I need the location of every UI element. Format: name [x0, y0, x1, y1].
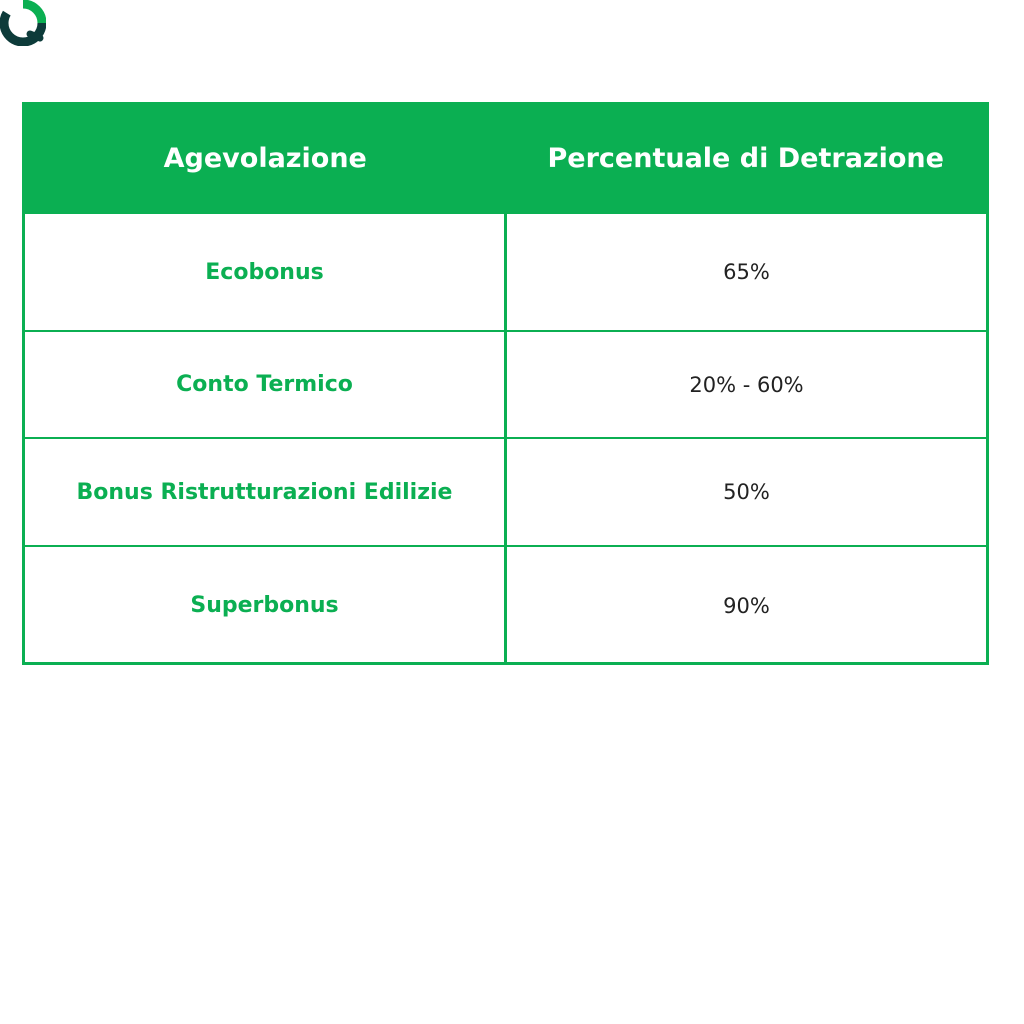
cell-percentuale: 65%	[506, 213, 987, 331]
cell-agevolazione: Bonus Ristrutturazioni Edilizie	[25, 438, 506, 546]
cell-percentuale: 50%	[506, 438, 987, 546]
cell-percentuale: 90%	[506, 546, 987, 664]
cell-percentuale: 20% - 60%	[506, 331, 987, 438]
brand-logo-icon	[0, 0, 46, 46]
table-row	[25, 213, 986, 331]
table-row	[25, 331, 986, 438]
table-row	[25, 438, 986, 546]
table-row	[25, 546, 986, 664]
cell-agevolazione: Ecobonus	[25, 213, 506, 331]
header-agevolazione: Agevolazione	[25, 105, 506, 213]
cell-agevolazione: Superbonus	[25, 546, 506, 664]
deduction-table	[22, 102, 989, 665]
header-percentuale: Percentuale di Detrazione	[506, 105, 987, 213]
deduction-table-grid	[25, 105, 986, 664]
cell-agevolazione: Conto Termico	[25, 331, 506, 438]
table-header-row	[25, 105, 986, 213]
